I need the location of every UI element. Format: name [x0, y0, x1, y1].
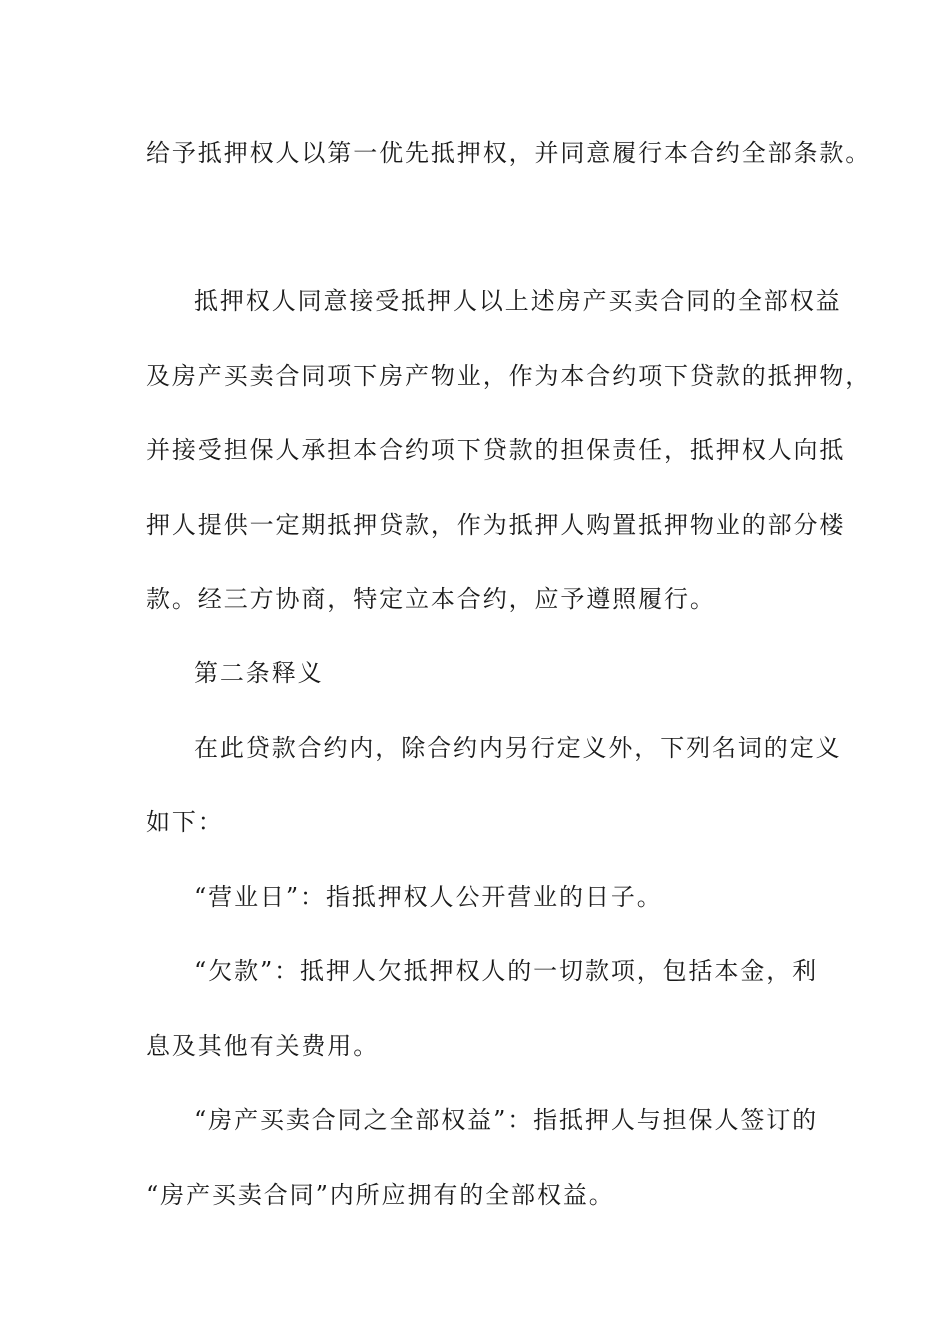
definition-contract-rights-line-1: “房产买卖合同之全部权益”：指抵押人与担保人签订的	[194, 1106, 819, 1134]
paragraph-2-line-1: 抵押权人同意接受抵押人以上述房产买卖合同的全部权益	[194, 287, 842, 315]
definition-business-day: “营业日”：指抵押权人公开营业的日子。	[194, 883, 663, 911]
paragraph-2-line-2: 及房产买卖合同项下房产物业，作为本合约项下贷款的抵押物，	[146, 362, 872, 390]
definition-debt-line-2: 息及其他有关费用。	[146, 1032, 380, 1060]
paragraph-4-line-2: 如下：	[146, 808, 224, 836]
paragraph-2-line-5: 款。经三方协商，特定立本合约，应予遵照履行。	[146, 585, 716, 613]
paragraph-2-line-4: 押人提供一定期抵押贷款，作为抵押人购置抵押物业的部分楼	[146, 511, 846, 539]
paragraph-4-line-1: 在此贷款合约内，除合约内另行定义外，下列名词的定义	[194, 734, 842, 762]
definition-debt-line-1: “欠款”：抵押人欠抵押权人的一切款项，包括本金，利	[194, 957, 819, 985]
section-heading: 第二条释义	[194, 659, 324, 687]
definition-contract-rights-line-2: “房产买卖合同”内所应拥有的全部权益。	[146, 1181, 615, 1209]
paragraph-1-line-1: 给予抵押权人以第一优先抵押权，并同意履行本合约全部条款。	[146, 139, 872, 167]
paragraph-2-line-3: 并接受担保人承担本合约项下贷款的担保责任，抵押权人向抵	[146, 436, 846, 464]
